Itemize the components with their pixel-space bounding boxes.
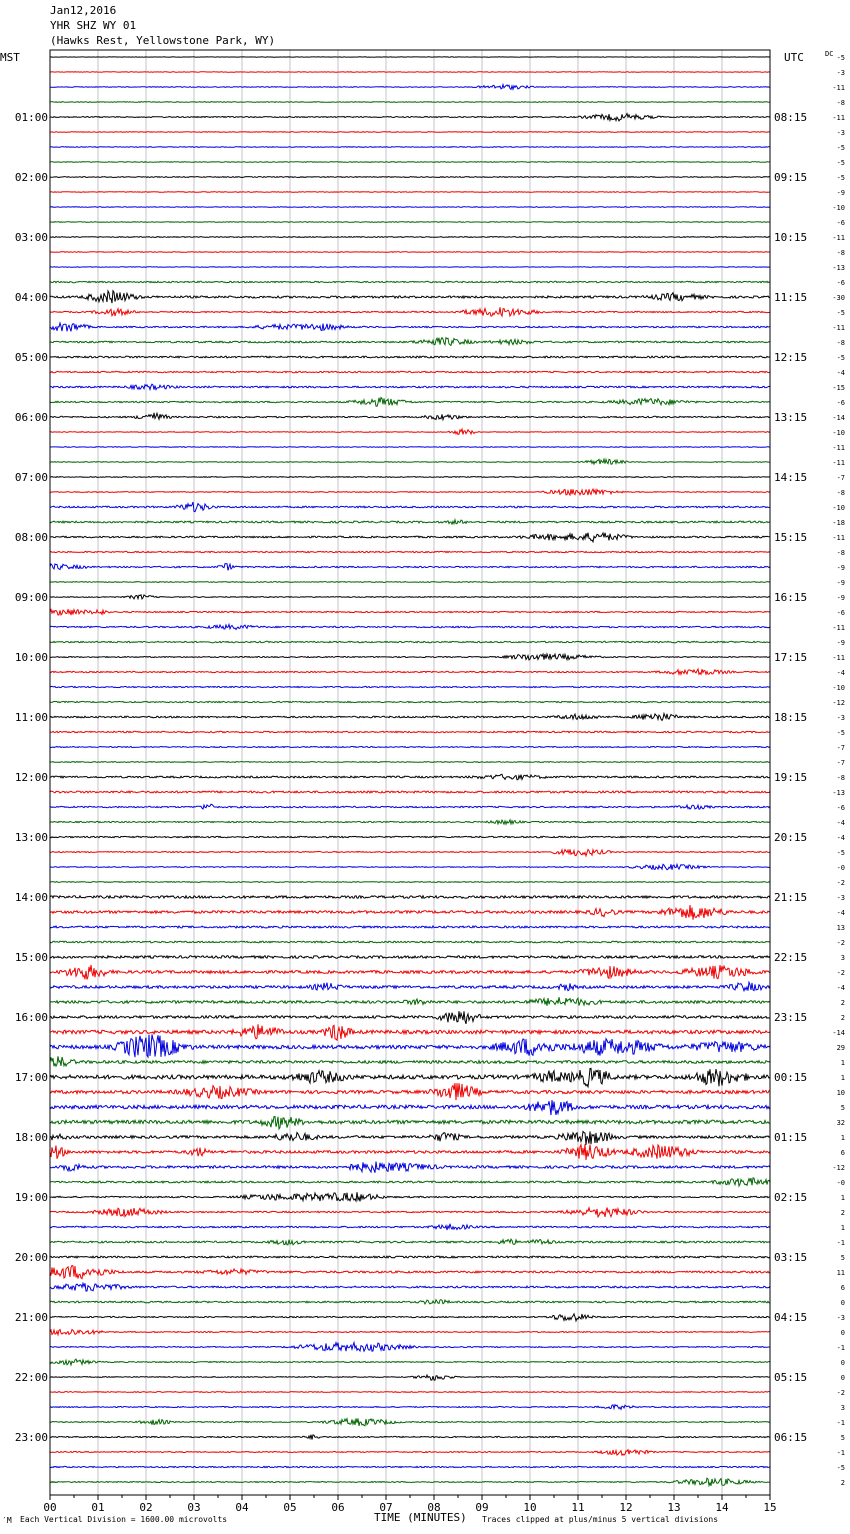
x-tick-label: 09 — [475, 1501, 489, 1514]
hour-label-mst: 14:00 — [14, 891, 48, 904]
trace-24 — [50, 413, 770, 420]
dc-offset-label: -7 — [836, 759, 845, 767]
hour-label-utc: 20:15 — [774, 831, 808, 844]
dc-offset-label: 5 — [840, 1434, 845, 1442]
trace-55 — [50, 882, 770, 883]
trace-group — [50, 57, 770, 1486]
dc-offset-label: -0 — [836, 1179, 845, 1187]
hour-label-mst: 19:00 — [14, 1191, 48, 1204]
dc-offset-label: 13 — [836, 924, 845, 932]
x-axis-title: TIME (MINUTES) — [374, 1511, 467, 1524]
dc-offset-label: -5 — [836, 849, 845, 857]
dc-offset-label: 32 — [836, 1119, 845, 1127]
hour-label-utc: 00:15 — [774, 1071, 808, 1084]
hour-label-mst: 21:00 — [14, 1311, 48, 1324]
trace-32 — [50, 533, 770, 542]
trace-84 — [50, 1314, 770, 1321]
dc-offset-label: -6 — [836, 399, 845, 407]
dc-offset-label: -11 — [832, 234, 845, 242]
trace-51 — [50, 820, 770, 824]
dc-offset-label: 2 — [840, 1209, 845, 1217]
dc-offset-label: -10 — [832, 429, 845, 437]
hour-label-utc: 09:15 — [774, 171, 808, 184]
hour-label-utc: 08:15 — [774, 111, 808, 124]
trace-21 — [50, 371, 770, 372]
trace-78 — [50, 1224, 770, 1230]
trace-40 — [50, 654, 770, 660]
dc-offset-label: 0 — [840, 1329, 845, 1337]
x-tick-label: 15 — [763, 1501, 777, 1514]
trace-83 — [50, 1300, 770, 1304]
dc-offset-label: 6 — [840, 1149, 845, 1157]
trace-18 — [50, 323, 770, 331]
trace-46 — [50, 747, 770, 748]
x-tick-label: 08 — [427, 1501, 441, 1514]
hour-label-mst: 04:00 — [14, 291, 48, 304]
trace-67 — [50, 1056, 770, 1066]
dc-offset-label: -3 — [836, 714, 845, 722]
dc-offset-label: 0 — [840, 1299, 845, 1307]
dc-offset-label: -9 — [836, 594, 845, 602]
dc-offset-label: -9 — [836, 579, 845, 587]
trace-48 — [50, 774, 770, 779]
trace-52 — [50, 836, 770, 837]
trace-79 — [50, 1239, 770, 1245]
dc-offset-label: -1 — [836, 1239, 845, 1247]
dc-offset-label: 1 — [840, 1194, 845, 1202]
trace-64 — [50, 1011, 770, 1024]
hour-label-mst: 13:00 — [14, 831, 48, 844]
hour-label-utc: 02:15 — [774, 1191, 808, 1204]
trace-75 — [50, 1178, 770, 1186]
trace-34 — [50, 564, 770, 571]
dc-offset-label: -8 — [836, 99, 845, 107]
dc-offset-label: -8 — [836, 249, 845, 257]
trace-95 — [50, 1478, 770, 1486]
x-tick-label: 11 — [571, 1501, 585, 1514]
dc-offset-label: 0 — [840, 1359, 845, 1367]
dc-offset-label: -8 — [836, 774, 845, 782]
hour-label-utc: 06:15 — [774, 1431, 808, 1444]
hour-label-utc: 05:15 — [774, 1371, 808, 1384]
dc-offset-label: -4 — [836, 369, 845, 377]
trace-10 — [50, 207, 770, 208]
trace-11 — [50, 222, 770, 223]
hour-label-utc: 13:15 — [774, 411, 808, 424]
dc-offset-label: -11 — [832, 534, 845, 542]
trace-71 — [50, 1117, 770, 1129]
trace-58 — [50, 926, 770, 928]
dc-offset-label: -8 — [836, 549, 845, 557]
hour-label-utc: 23:15 — [774, 1011, 808, 1024]
dc-offset-label: 2 — [840, 1014, 845, 1022]
trace-87 — [50, 1359, 770, 1365]
dc-offset-label: -18 — [832, 519, 845, 527]
x-tick-label: 12 — [619, 1501, 633, 1514]
hour-label-utc: 14:15 — [774, 471, 808, 484]
trace-73 — [50, 1144, 770, 1160]
dc-offset-label: -3 — [836, 1314, 845, 1322]
trace-90 — [50, 1405, 770, 1410]
trace-12 — [50, 237, 770, 238]
x-tick-label: 06 — [331, 1501, 345, 1514]
trace-44 — [50, 714, 770, 721]
trace-6 — [50, 147, 770, 148]
trace-4 — [50, 114, 770, 121]
dc-offset-label: -15 — [832, 384, 845, 392]
x-tick-label: 14 — [715, 1501, 729, 1514]
clip-note: Traces clipped at plus/minus 5 vertical divisions — [482, 1515, 719, 1524]
hour-label-mst: 12:00 — [14, 771, 48, 784]
x-tick-label: 03 — [187, 1501, 201, 1514]
x-tick-label: 05 — [283, 1501, 297, 1514]
dc-offset-label: -12 — [832, 1164, 845, 1172]
dc-offset-label: 10 — [836, 1089, 845, 1097]
trace-14 — [50, 267, 770, 268]
trace-85 — [50, 1330, 770, 1335]
dc-offset-label: -10 — [832, 204, 845, 212]
trace-69 — [50, 1083, 770, 1100]
dc-offset-label: 0 — [840, 1374, 845, 1382]
dc-offset-label: -11 — [832, 654, 845, 662]
dc-offset-label: -7 — [836, 744, 845, 752]
trace-61 — [50, 965, 770, 980]
dc-offset-label: 5 — [840, 1254, 845, 1262]
hour-label-mst: 08:00 — [14, 531, 48, 544]
dc-offset-label: 1 — [840, 1224, 845, 1232]
x-tick-label: 10 — [523, 1501, 537, 1514]
trace-92 — [50, 1435, 770, 1440]
dc-offset-label: -2 — [836, 969, 845, 977]
trace-59 — [50, 941, 770, 943]
trace-23 — [50, 398, 770, 407]
dc-offset-label: -4 — [836, 669, 845, 677]
hour-label-utc: 19:15 — [774, 771, 808, 784]
hour-label-mst: 02:00 — [14, 171, 48, 184]
hour-label-mst: 05:00 — [14, 351, 48, 364]
trace-60 — [50, 956, 770, 959]
dc-offset-label: -3 — [836, 69, 845, 77]
trace-7 — [50, 162, 770, 163]
dc-offset-label: -11 — [832, 324, 845, 332]
hour-label-mst: 09:00 — [14, 591, 48, 604]
trace-72 — [50, 1131, 770, 1144]
trace-43 — [50, 701, 770, 702]
dc-offset-label: -7 — [836, 474, 845, 482]
trace-19 — [50, 338, 770, 346]
dc-offset-label: -8 — [836, 339, 845, 347]
dc-offset-label: -6 — [836, 609, 845, 617]
trace-31 — [50, 520, 770, 524]
dc-offset-label: -9 — [836, 564, 845, 572]
hour-label-mst: 18:00 — [14, 1131, 48, 1144]
trace-13 — [50, 252, 770, 253]
trace-56 — [50, 896, 770, 899]
dc-offset-label: -11 — [832, 84, 845, 92]
dc-offset-label: -10 — [832, 504, 845, 512]
dc-offset-label: -12 — [832, 699, 845, 707]
dc-offset-label: 6 — [840, 1284, 845, 1292]
dc-offset-label: 2 — [840, 1479, 845, 1487]
trace-89 — [50, 1392, 770, 1393]
hour-label-utc: 18:15 — [774, 711, 808, 724]
scale-note: Each Vertical Division = 1600.00 microvolts — [20, 1515, 228, 1524]
trace-30 — [50, 502, 770, 512]
hour-label-mst: 07:00 — [14, 471, 48, 484]
dc-offset-label: -4 — [836, 909, 845, 917]
dc-offset-label: -30 — [832, 294, 845, 302]
hour-label-utc: 15:15 — [774, 531, 808, 544]
x-tick-label: 00 — [43, 1501, 57, 1514]
trace-29 — [50, 489, 770, 495]
hour-label-mst: 23:00 — [14, 1431, 48, 1444]
dc-offset-label: -3 — [836, 894, 845, 902]
dc-offset-label: -11 — [832, 114, 845, 122]
hour-label-mst: 06:00 — [14, 411, 48, 424]
dc-offset-label: -1 — [836, 1344, 845, 1352]
hour-label-mst: 16:00 — [14, 1011, 48, 1024]
hour-label-mst: 17:00 — [14, 1071, 48, 1084]
hour-label-mst: 01:00 — [14, 111, 48, 124]
trace-94 — [50, 1466, 770, 1467]
hour-label-mst: 20:00 — [14, 1251, 48, 1264]
dc-offset-label: 3 — [840, 1404, 845, 1412]
trace-25 — [50, 429, 770, 434]
dc-offset-label: -5 — [836, 729, 845, 737]
dc-offset-label: -11 — [832, 444, 845, 452]
trace-93 — [50, 1450, 770, 1456]
hour-label-mst: 22:00 — [14, 1371, 48, 1384]
hour-label-utc: 12:15 — [774, 351, 808, 364]
trace-54 — [50, 864, 770, 870]
dc-offset-label: -2 — [836, 879, 845, 887]
trace-77 — [50, 1208, 770, 1217]
dc-offset-label: -9 — [836, 639, 845, 647]
trace-74 — [50, 1162, 770, 1173]
hour-label-mst: 10:00 — [14, 651, 48, 664]
hour-label-utc: 04:15 — [774, 1311, 808, 1324]
trace-50 — [50, 804, 770, 809]
trace-45 — [50, 731, 770, 732]
trace-5 — [50, 132, 770, 133]
dc-offset-label: -6 — [836, 804, 845, 812]
trace-53 — [50, 849, 770, 856]
trace-49 — [50, 791, 770, 793]
dc-offset-label: -5 — [836, 54, 845, 62]
dc-offset-label: -11 — [832, 624, 845, 632]
dc-offset-label: -2 — [836, 939, 845, 947]
trace-36 — [50, 595, 770, 599]
dc-offset-label: -1 — [836, 1449, 845, 1457]
dc-offset-label: -4 — [836, 984, 845, 992]
trace-26 — [50, 447, 770, 448]
dc-offset-label: 2 — [840, 999, 845, 1007]
trace-28 — [50, 477, 770, 478]
trace-70 — [50, 1100, 770, 1115]
trace-63 — [50, 997, 770, 1006]
x-tick-label: 07 — [379, 1501, 393, 1514]
dc-offset-label: -6 — [836, 219, 845, 227]
trace-62 — [50, 982, 770, 990]
dc-offset-label: -4 — [836, 834, 845, 842]
trace-82 — [50, 1283, 770, 1291]
dc-offset-label: -0 — [836, 864, 845, 872]
hour-label-utc: 22:15 — [774, 951, 808, 964]
station-location: (Hawks Rest, Yellowstone Park, WY) — [50, 34, 276, 47]
trace-66 — [50, 1035, 770, 1058]
trace-33 — [50, 551, 770, 552]
footer-glyph: ′M — [2, 1516, 12, 1525]
hour-label-mst: 11:00 — [14, 711, 48, 724]
trace-39 — [50, 641, 770, 642]
trace-47 — [50, 762, 770, 763]
axis-labels — [15, 54, 845, 1514]
trace-2 — [50, 85, 770, 90]
dc-offset-label: -10 — [832, 684, 845, 692]
dc-offset-label: -5 — [836, 144, 845, 152]
dc-offset-label: 11 — [836, 1269, 845, 1277]
x-tick-label: 13 — [667, 1501, 681, 1514]
trace-9 — [50, 192, 770, 193]
trace-86 — [50, 1343, 770, 1352]
dc-offset-label: -5 — [836, 159, 845, 167]
dc-offset-label: 1 — [840, 1059, 845, 1067]
plot-date: Jan12,2016 — [50, 4, 117, 17]
trace-91 — [50, 1418, 770, 1426]
mst-label: MST — [0, 51, 20, 64]
trace-8 — [50, 177, 770, 178]
trace-37 — [50, 609, 770, 615]
hour-label-utc: 17:15 — [774, 651, 808, 664]
hour-label-utc: 01:15 — [774, 1131, 808, 1144]
dc-offset-label: 3 — [840, 954, 845, 962]
trace-17 — [50, 307, 770, 316]
dc-offset-label: -2 — [836, 1389, 845, 1397]
dc-offset-label: -13 — [832, 789, 845, 797]
trace-15 — [50, 281, 770, 282]
trace-27 — [50, 459, 770, 464]
dc-offset-label: 29 — [836, 1044, 845, 1052]
station-code: YHR SHZ WY 01 — [50, 19, 137, 32]
x-tick-label: 04 — [235, 1501, 249, 1514]
dc-offset-label: -3 — [836, 129, 845, 137]
trace-16 — [50, 291, 770, 303]
hour-label-utc: 21:15 — [774, 891, 808, 904]
trace-68 — [50, 1068, 770, 1086]
dc-offset-label: 1 — [840, 1134, 845, 1142]
trace-35 — [50, 582, 770, 583]
dc-offset-label: -5 — [836, 354, 845, 362]
utc-label: UTC — [784, 51, 804, 64]
dc-offset-label: -4 — [836, 819, 845, 827]
dc-offset-label: -11 — [832, 459, 845, 467]
dc-label: DC — [825, 50, 834, 58]
trace-42 — [50, 686, 770, 687]
dc-offset-label: 1 — [840, 1074, 845, 1082]
dc-offset-label: -1 — [836, 1419, 845, 1427]
hour-label-utc: 16:15 — [774, 591, 808, 604]
trace-38 — [50, 624, 770, 629]
hour-label-mst: 03:00 — [14, 231, 48, 244]
hour-label-utc: 10:15 — [774, 231, 808, 244]
dc-offset-label: 5 — [840, 1104, 845, 1112]
dc-offset-label: -14 — [832, 414, 845, 422]
dc-offset-label: -8 — [836, 489, 845, 497]
dc-offset-label: -5 — [836, 174, 845, 182]
trace-1 — [50, 72, 770, 73]
trace-88 — [50, 1375, 770, 1380]
dc-offset-label: -14 — [832, 1029, 845, 1037]
hour-label-utc: 11:15 — [774, 291, 808, 304]
trace-81 — [50, 1266, 770, 1279]
trace-76 — [50, 1192, 770, 1201]
hour-label-utc: 03:15 — [774, 1251, 808, 1264]
trace-80 — [50, 1256, 770, 1258]
x-tick-label: 02 — [139, 1501, 153, 1514]
dc-offset-label: -5 — [836, 1464, 845, 1472]
trace-3 — [50, 102, 770, 103]
dc-offset-label: -5 — [836, 309, 845, 317]
dc-offset-label: -9 — [836, 189, 845, 197]
dc-offset-label: -13 — [832, 264, 845, 272]
trace-22 — [50, 384, 770, 389]
x-tick-label: 01 — [91, 1501, 105, 1514]
hour-label-mst: 15:00 — [14, 951, 48, 964]
trace-20 — [50, 356, 770, 358]
dc-offset-label: -6 — [836, 279, 845, 287]
trace-41 — [50, 669, 770, 674]
trace-57 — [50, 905, 770, 920]
